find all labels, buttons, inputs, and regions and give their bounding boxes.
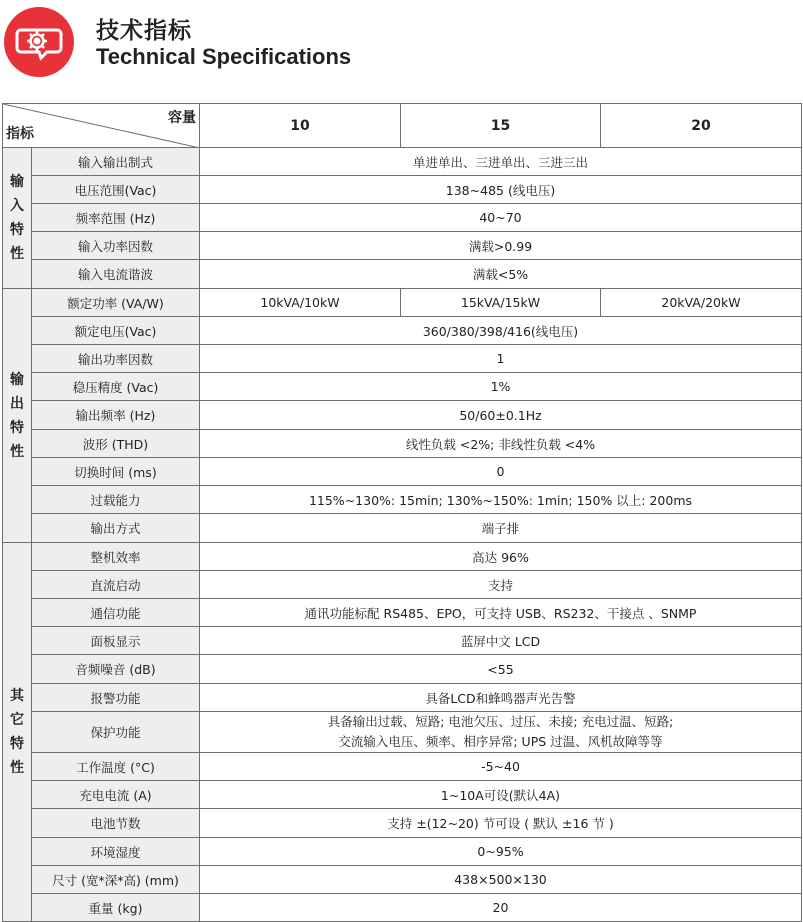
- table-row: [3, 458, 802, 486]
- param-value: 138~485 (线电压): [200, 176, 802, 204]
- table-row: [3, 401, 802, 430]
- table-row: [3, 838, 802, 866]
- param-name: 波形 (THD): [32, 430, 200, 458]
- param-name: 整机效率: [32, 543, 200, 571]
- param-value: 通讯功能标配 RS485、EPO，可支持 USB、RS232、干接点 、SNMP: [200, 599, 802, 627]
- table-row: [3, 809, 802, 838]
- param-value: 满载<5%: [200, 260, 802, 289]
- param-value: 线性负载 <2%; 非线性负载 <4%: [200, 430, 802, 458]
- protection-line-2: 交流输入电压、频率、相序异常; UPS 过温、风机故障等等: [338, 734, 663, 749]
- param-value: 1~10A可设(默认4A): [200, 781, 802, 809]
- param-name: 工作温度 (°C): [32, 753, 200, 781]
- table-row: [3, 894, 802, 922]
- param-value: 蓝屏中文 LCD: [200, 627, 802, 655]
- group-label-char: 性: [10, 246, 24, 262]
- param-name: 输入输出制式: [32, 148, 200, 176]
- group-label-char: 特: [10, 419, 24, 436]
- group-label-other: [3, 543, 32, 922]
- group-label-char: 特: [10, 222, 24, 238]
- param-name: 过载能力: [32, 486, 200, 514]
- param-value: 50/60±0.1Hz: [200, 401, 802, 430]
- table-header-row: [3, 104, 802, 148]
- page-header: [0, 0, 803, 95]
- group-label-char: 输: [10, 371, 24, 388]
- group-label-output: [3, 289, 32, 543]
- param-name: 充电电流 (A): [32, 781, 200, 809]
- table-row: [3, 599, 802, 627]
- param-name: 输入电流谐波: [32, 260, 200, 289]
- param-value: 具备LCD和蜂鸣器声光告警: [200, 684, 802, 712]
- param-name: 电压范围(Vac): [32, 176, 200, 204]
- param-value: 1: [200, 345, 802, 373]
- param-value: [200, 712, 802, 753]
- param-value: 438×500×130: [200, 866, 802, 894]
- param-name: 额定功率 (VA/W): [32, 289, 200, 317]
- indicator-label: 指标: [6, 126, 34, 142]
- param-value: 1%: [200, 373, 802, 401]
- capacity-label: 容量: [168, 110, 196, 126]
- table-row: [3, 866, 802, 894]
- param-value-10: 10kVA/10kW: [200, 289, 401, 317]
- param-value: 40~70: [200, 204, 802, 232]
- gear-screen-icon: [3, 6, 75, 78]
- table-row: [3, 571, 802, 599]
- page-title-chinese: 技术指标: [96, 18, 192, 44]
- param-name: 报警功能: [32, 684, 200, 712]
- table-row: [3, 712, 802, 753]
- table-row: [3, 655, 802, 684]
- group-label-char: 输: [10, 174, 24, 190]
- protection-line-1: 具备输出过载、短路; 电池欠压、过压、未接; 充电过温、短路;: [327, 714, 674, 729]
- param-name: 保护功能: [32, 712, 200, 753]
- param-name: 输出频率 (Hz): [32, 401, 200, 430]
- param-value: 20: [200, 894, 802, 922]
- param-name: 重量 (kg): [32, 894, 200, 922]
- table-row: [3, 543, 802, 571]
- param-value-15: 15kVA/15kW: [401, 289, 601, 317]
- group-label-char: 其: [10, 688, 24, 704]
- group-label-input: [3, 148, 32, 289]
- param-value: 0~95%: [200, 838, 802, 866]
- param-name: 切换时间 (ms): [32, 458, 200, 486]
- spec-table: [2, 103, 802, 922]
- param-name: 输出功率因数: [32, 345, 200, 373]
- group-label-char: 入: [10, 198, 24, 214]
- table-row: [3, 260, 802, 289]
- table-row: [3, 232, 802, 260]
- table-row: [3, 345, 802, 373]
- table-row: [3, 176, 802, 204]
- table-row: [3, 753, 802, 781]
- param-name: 通信功能: [32, 599, 200, 627]
- table-row: [3, 430, 802, 458]
- table-row: [3, 317, 802, 345]
- param-value: -5~40: [200, 753, 802, 781]
- param-name: 电池节数: [32, 809, 200, 838]
- capacity-10-header: 10: [200, 104, 401, 148]
- param-name: 环境湿度: [32, 838, 200, 866]
- table-row: [3, 486, 802, 514]
- param-value: 端子排: [200, 514, 802, 543]
- table-row: [3, 148, 802, 176]
- param-value: 满载>0.99: [200, 232, 802, 260]
- param-value: 0: [200, 458, 802, 486]
- param-name: 音频噪音 (dB): [32, 655, 200, 684]
- param-name: 频率范围 (Hz): [32, 204, 200, 232]
- param-name: 面板显示: [32, 627, 200, 655]
- table-row: [3, 289, 802, 317]
- param-value: 115%~130%: 15min; 130%~150%: 1min; 150% 以上: 200ms: [200, 486, 802, 514]
- param-value-20: 20kVA/20kW: [601, 289, 802, 317]
- table-row: [3, 627, 802, 655]
- param-name: 直流启动: [32, 571, 200, 599]
- group-label-char: 性: [10, 760, 24, 776]
- param-name: 尺寸 (宽*深*高) (mm): [32, 866, 200, 894]
- group-label-char: 特: [10, 736, 24, 752]
- param-name: 稳压精度 (Vac): [32, 373, 200, 401]
- table-row: [3, 204, 802, 232]
- page-title-english: Technical Specifications: [96, 44, 352, 69]
- group-label-char: 出: [10, 395, 24, 412]
- group-label-char: 性: [10, 443, 24, 460]
- param-name: 输入功率因数: [32, 232, 200, 260]
- table-row: [3, 514, 802, 543]
- param-value: 高达 96%: [200, 543, 802, 571]
- capacity-20-header: 20: [601, 104, 802, 148]
- capacity-15-header: 15: [401, 104, 601, 148]
- group-label-char: 它: [10, 712, 24, 728]
- param-name: 额定电压(Vac): [32, 317, 200, 345]
- param-value: <55: [200, 655, 802, 684]
- param-value: 支持: [200, 571, 802, 599]
- param-value: 支持 ±(12~20) 节可设 ( 默认 ±16 节 ): [200, 809, 802, 838]
- table-row: [3, 373, 802, 401]
- corner-header-cell: [3, 104, 200, 148]
- table-row: [3, 781, 802, 809]
- param-name: 输出方式: [32, 514, 200, 543]
- param-value: 单进单出、三进单出、三进三出: [200, 148, 802, 176]
- param-value: 360/380/398/416(线电压): [200, 317, 802, 345]
- table-row: [3, 684, 802, 712]
